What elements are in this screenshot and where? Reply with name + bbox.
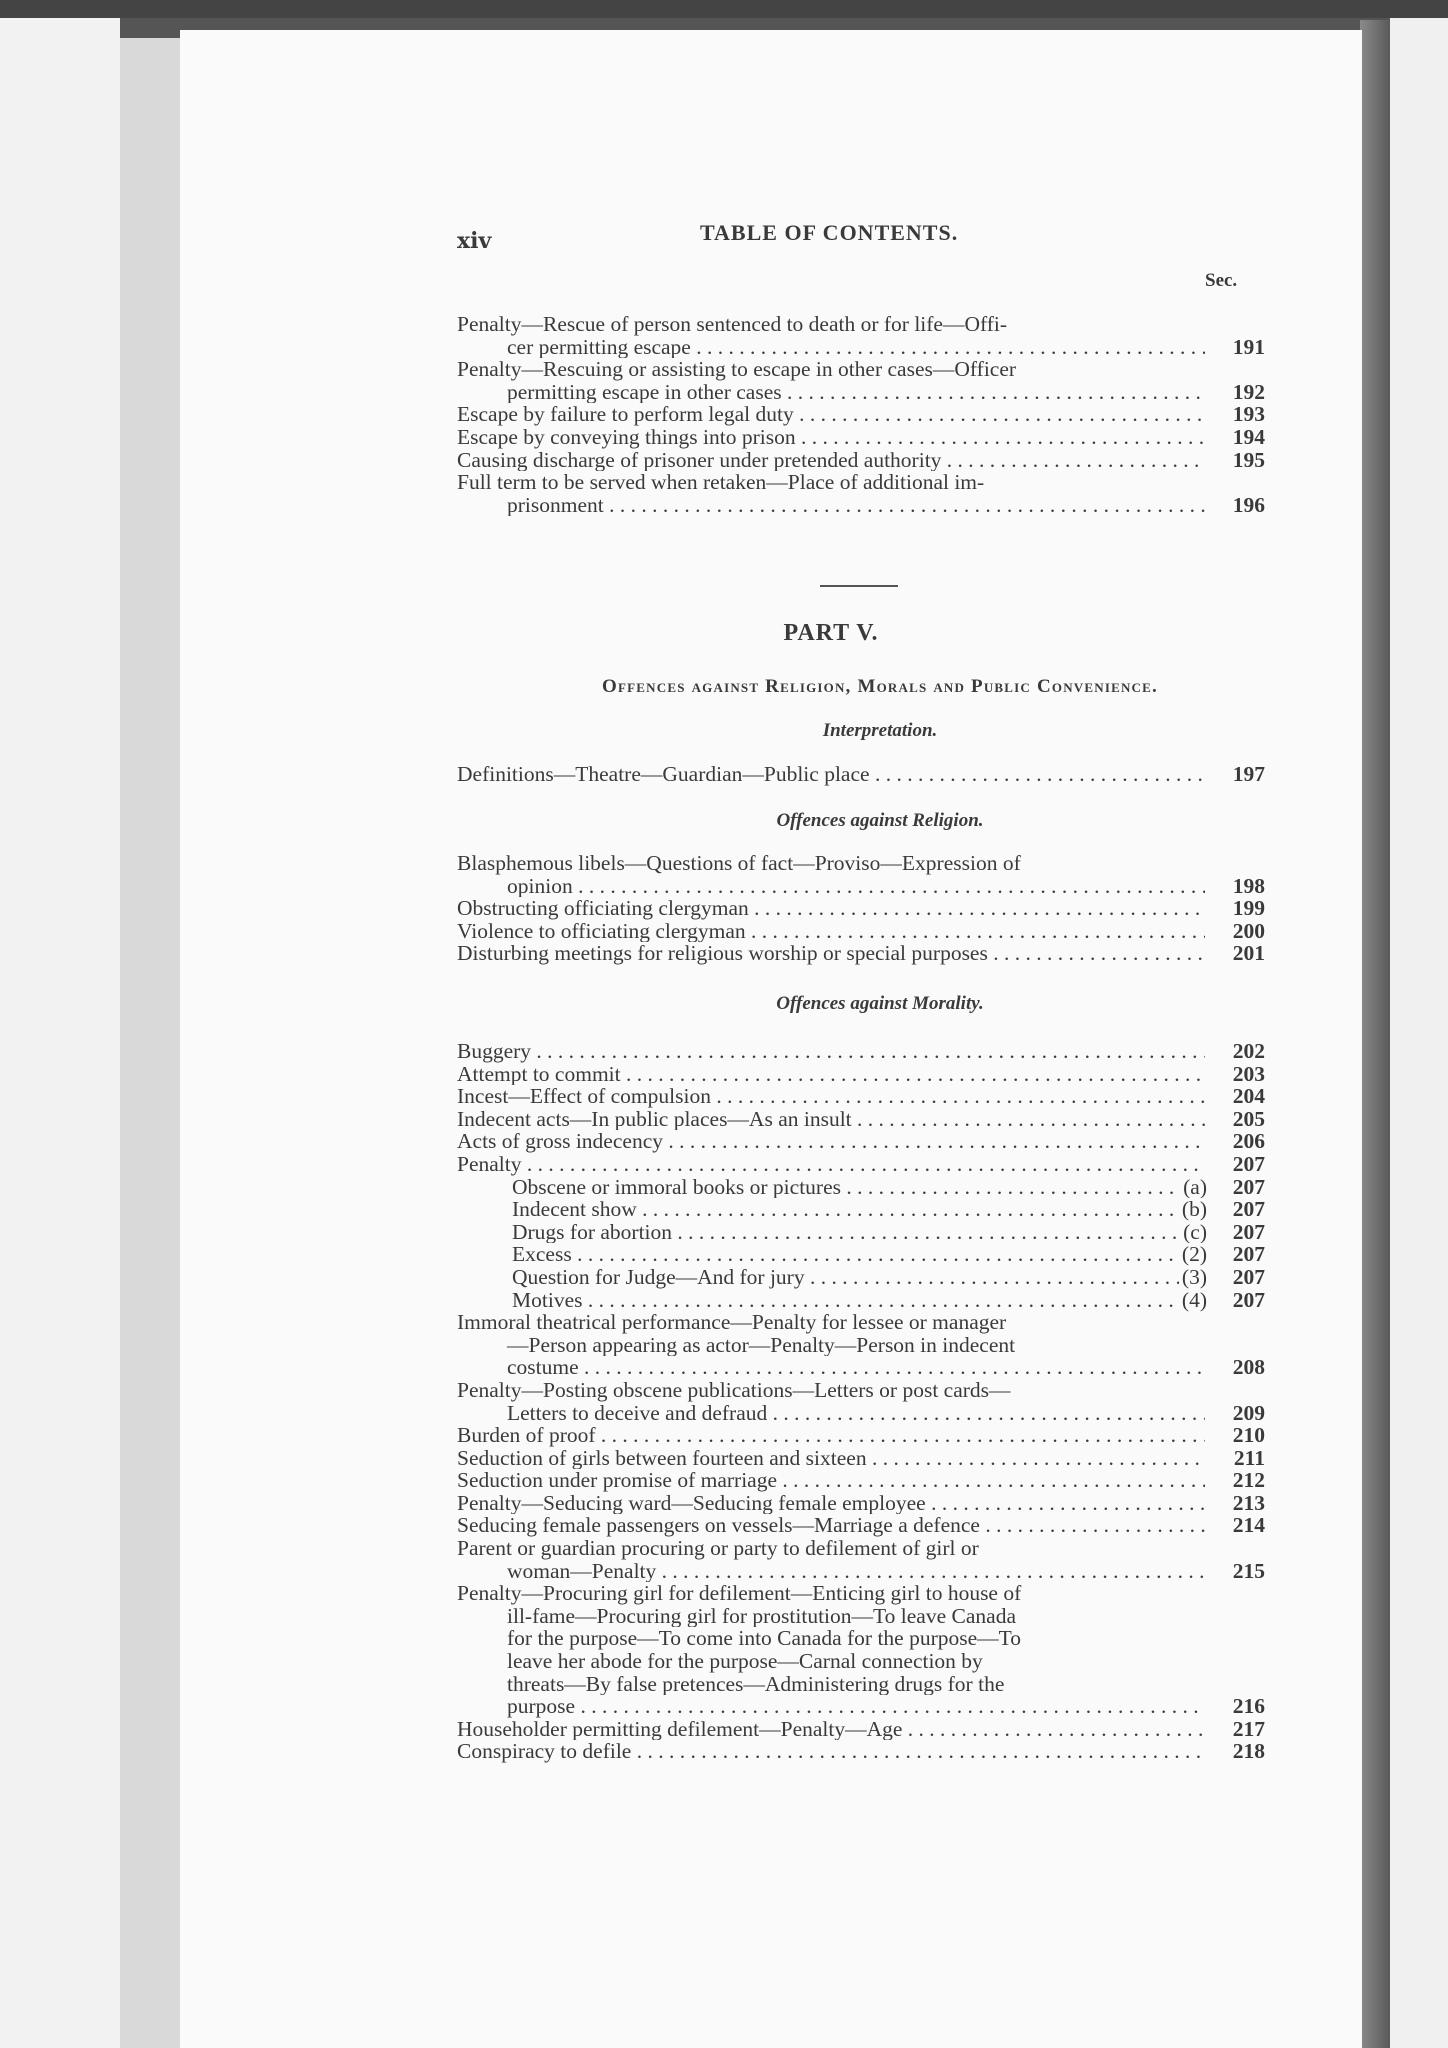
- toc-entry-text: Escape by failure to perform legal duty . . .: [457, 403, 1205, 426]
- toc-entry-text: cer permitting escape . . .: [457, 336, 1205, 359]
- section-number: 193: [1232, 402, 1265, 427]
- toc-entry: [457, 471, 1265, 516]
- toc-entry: [457, 1153, 1265, 1176]
- toc-entry-text: threats—By false pretences—Administering drugs for the: [507, 1672, 1005, 1696]
- toc-entry-text: Seducing female passengers on vessels—Marriage a defence . . .: [457, 1514, 1205, 1537]
- toc-entry: [457, 1514, 1265, 1537]
- subsection-marker: (c): [1180, 1221, 1207, 1244]
- toc-entry-text: Definitions—Theatre—Guardian—Public place . . .: [457, 763, 1205, 786]
- toc-section-interpretation: [457, 763, 1265, 786]
- toc-entry-text: Excess . . .: [457, 1243, 1205, 1266]
- toc-entry-text: Causing discharge of prisoner under pretended authority . . .: [457, 449, 1205, 472]
- section-number: 191: [1232, 334, 1265, 359]
- section-number: 207: [1232, 1242, 1265, 1267]
- part-subtitle: Offences against Religion, Morals and Public Convenience.: [602, 676, 1158, 697]
- section-number: 205: [1232, 1106, 1265, 1131]
- toc-entry-text: purpose . . .: [457, 1695, 1205, 1718]
- section-number: 202: [1232, 1039, 1265, 1063]
- section-divider: [820, 585, 898, 587]
- toc-entry-text: Seduction of girls between fourteen and sixteen . . .: [457, 1447, 1205, 1470]
- toc-entry-text: Violence to officiating clergyman . . .: [457, 920, 1205, 943]
- section-number: 203: [1232, 1061, 1265, 1086]
- subsection-marker: (4): [1179, 1289, 1207, 1312]
- toc-entry: [457, 1582, 1265, 1718]
- toc-entry: [457, 852, 1265, 897]
- toc-entry: [457, 1740, 1265, 1763]
- toc-entry: [457, 1266, 1265, 1289]
- scan-top-border: [0, 0, 1448, 18]
- part-title: PART V.: [783, 620, 879, 646]
- section-number: 197: [1232, 762, 1265, 786]
- toc-entry: [457, 1221, 1265, 1244]
- toc-entry-text: Acts of gross indecency . . .: [457, 1130, 1205, 1153]
- section-number: 207: [1232, 1287, 1265, 1312]
- heading-morality: Offences against Morality.: [776, 993, 984, 1014]
- section-number: 217: [1232, 1716, 1265, 1741]
- toc-entry-text: Penalty—Seducing ward—Seducing female employee . . .: [457, 1492, 1205, 1515]
- section-number: 212: [1232, 1468, 1265, 1493]
- toc-entry: [457, 1289, 1265, 1312]
- book-page: [180, 30, 1362, 2048]
- section-number: 209: [1232, 1400, 1265, 1425]
- toc-entry-text: Blasphemous libels—Questions of fact—Proviso—Expression of: [457, 852, 1021, 875]
- toc-entry-text: Obscene or immoral books or pictures . . .: [457, 1176, 1205, 1199]
- subsection-marker: (a): [1180, 1176, 1207, 1199]
- toc-entry: [457, 1085, 1265, 1108]
- toc-entry: [457, 1424, 1265, 1447]
- toc-entry: [457, 1537, 1265, 1582]
- subsection-marker: (3): [1179, 1266, 1207, 1289]
- toc-entry-text: Escape by conveying things into prison . . .: [457, 426, 1205, 449]
- toc-entry: [457, 897, 1265, 920]
- section-number: 204: [1232, 1084, 1265, 1109]
- heading-interpretation: Interpretation.: [822, 720, 938, 741]
- toc-entry: [457, 1469, 1265, 1492]
- toc-entry-text: Householder permitting defilement—Penalty—Age . . .: [457, 1718, 1205, 1741]
- section-number: 200: [1232, 918, 1265, 943]
- page-edge: [1360, 20, 1390, 2048]
- toc-entry: [457, 1379, 1265, 1424]
- heading-religion: Offences against Religion.: [776, 810, 984, 831]
- toc-section-religion: [457, 852, 1265, 965]
- section-number: 195: [1232, 447, 1265, 472]
- toc-entry: [457, 1176, 1265, 1199]
- section-number: 207: [1232, 1219, 1265, 1244]
- toc-entry-text: Full term to be served when retaken—Place of additional im-: [457, 471, 985, 494]
- section-number: 213: [1232, 1490, 1265, 1515]
- toc-entry-text: ill-fame—Procuring girl for prostitution—To leave Canada: [507, 1604, 1016, 1628]
- section-number: 215: [1232, 1558, 1265, 1583]
- toc-entry: [457, 942, 1265, 965]
- toc-entry-text: Incest—Effect of compulsion . . .: [457, 1085, 1205, 1108]
- toc-entry: [457, 763, 1265, 786]
- section-number: 207: [1232, 1197, 1265, 1222]
- scan-right-margin: [1390, 18, 1448, 2048]
- toc-entry-text: Penalty—Posting obscene publications—Letters or post cards—: [457, 1378, 1011, 1402]
- toc-entry-text: Obstructing officiating clergyman . . .: [457, 897, 1205, 920]
- subsection-marker: (2): [1179, 1243, 1207, 1266]
- toc-entry-text: Penalty . . .: [457, 1153, 1205, 1176]
- toc-section-escape: [457, 313, 1265, 516]
- toc-entry: [457, 1130, 1265, 1153]
- toc-entry-text: permitting escape in other cases . . .: [457, 381, 1205, 404]
- section-number: 194: [1232, 424, 1265, 449]
- toc-entry: [457, 1243, 1265, 1266]
- section-number: 208: [1232, 1355, 1265, 1380]
- toc-entry: [457, 920, 1265, 943]
- running-title: TABLE OF CONTENTS.: [700, 220, 959, 245]
- section-number: 211: [1233, 1445, 1265, 1470]
- toc-entry-text: opinion . . .: [457, 875, 1205, 898]
- toc-entry-text: prisonment . . .: [457, 494, 1205, 517]
- section-number: 218: [1232, 1739, 1265, 1764]
- subsection-marker: (b): [1179, 1198, 1207, 1221]
- section-column-label: Sec.: [1205, 270, 1238, 291]
- toc-entry: [457, 1040, 1265, 1063]
- toc-entry-text: Conspiracy to defile . . .: [457, 1740, 1205, 1763]
- section-number: 210: [1232, 1423, 1265, 1448]
- toc-entry: [457, 1447, 1265, 1470]
- toc-entry-text: Disturbing meetings for religious worship or special purposes . . .: [457, 942, 1205, 965]
- toc-entry: [457, 1198, 1265, 1221]
- section-number: 198: [1232, 873, 1265, 898]
- toc-entry-text: Penalty—Rescue of person sentenced to death or for life—Offi-: [457, 313, 1008, 336]
- toc-entry-text: Penalty—Rescuing or assisting to escape in other cases—Officer: [457, 358, 1017, 381]
- toc-entry-text: Seduction under promise of marriage . . .: [457, 1469, 1205, 1492]
- section-number: 207: [1232, 1151, 1265, 1176]
- toc-entry: [457, 1492, 1265, 1515]
- toc-entry-text: Immoral theatrical performance—Penalty for lessee or manager: [457, 1311, 1007, 1334]
- toc-entry-text: Letters to deceive and defraud . . .: [457, 1402, 1205, 1425]
- toc-entry-text: Indecent show . . .: [457, 1198, 1205, 1221]
- toc-entry-text: Buggery . . .: [457, 1040, 1205, 1063]
- section-number: 207: [1232, 1264, 1265, 1289]
- toc-entry: [457, 1063, 1265, 1086]
- section-number: 199: [1232, 896, 1265, 921]
- toc-entry-text: for the purpose—To come into Canada for the purpose—To: [507, 1627, 1022, 1651]
- toc-entry: [457, 358, 1265, 403]
- toc-entry-text: Indecent acts—In public places—As an insult . . .: [457, 1108, 1205, 1131]
- toc-section-morality: [457, 1040, 1265, 1763]
- toc-entry: [457, 313, 1265, 358]
- toc-entry: [457, 426, 1265, 449]
- toc-entry-text: —Person appearing as actor—Penalty—Person in indecent: [507, 1333, 1016, 1357]
- section-number: 201: [1232, 941, 1265, 966]
- section-number: 207: [1232, 1174, 1265, 1199]
- toc-entry-text: costume . . .: [457, 1356, 1205, 1379]
- toc-entry-text: Burden of proof . . .: [457, 1424, 1205, 1447]
- toc-entry-text: Motives . . .: [457, 1289, 1205, 1312]
- toc-entry: [457, 403, 1265, 426]
- toc-entry-text: woman—Penalty . . .: [457, 1560, 1205, 1583]
- toc-entry-text: Attempt to commit . . .: [457, 1063, 1205, 1086]
- section-number: 216: [1232, 1694, 1265, 1719]
- section-number: 196: [1232, 492, 1265, 517]
- section-number: 206: [1232, 1129, 1265, 1154]
- toc-entry: [457, 1108, 1265, 1131]
- toc-entry: [457, 1311, 1265, 1379]
- section-number: 192: [1232, 379, 1265, 404]
- page-number: xiv: [457, 228, 492, 254]
- toc-entry-text: Penalty—Procuring girl for defilement—Enticing girl to house of: [457, 1582, 1022, 1605]
- toc-entry-text: Question for Judge—And for jury . . .: [457, 1266, 1205, 1289]
- toc-entry-text: Parent or guardian procuring or party to defilement of girl or: [457, 1537, 979, 1560]
- toc-entry: [457, 1718, 1265, 1741]
- toc-entry-text: Drugs for abortion . . .: [457, 1221, 1205, 1244]
- toc-entry-text: leave her abode for the purpose—Carnal connection by: [507, 1650, 983, 1673]
- scan-left-margin: [0, 18, 120, 2048]
- section-number: 214: [1232, 1513, 1265, 1538]
- toc-entry: [457, 449, 1265, 472]
